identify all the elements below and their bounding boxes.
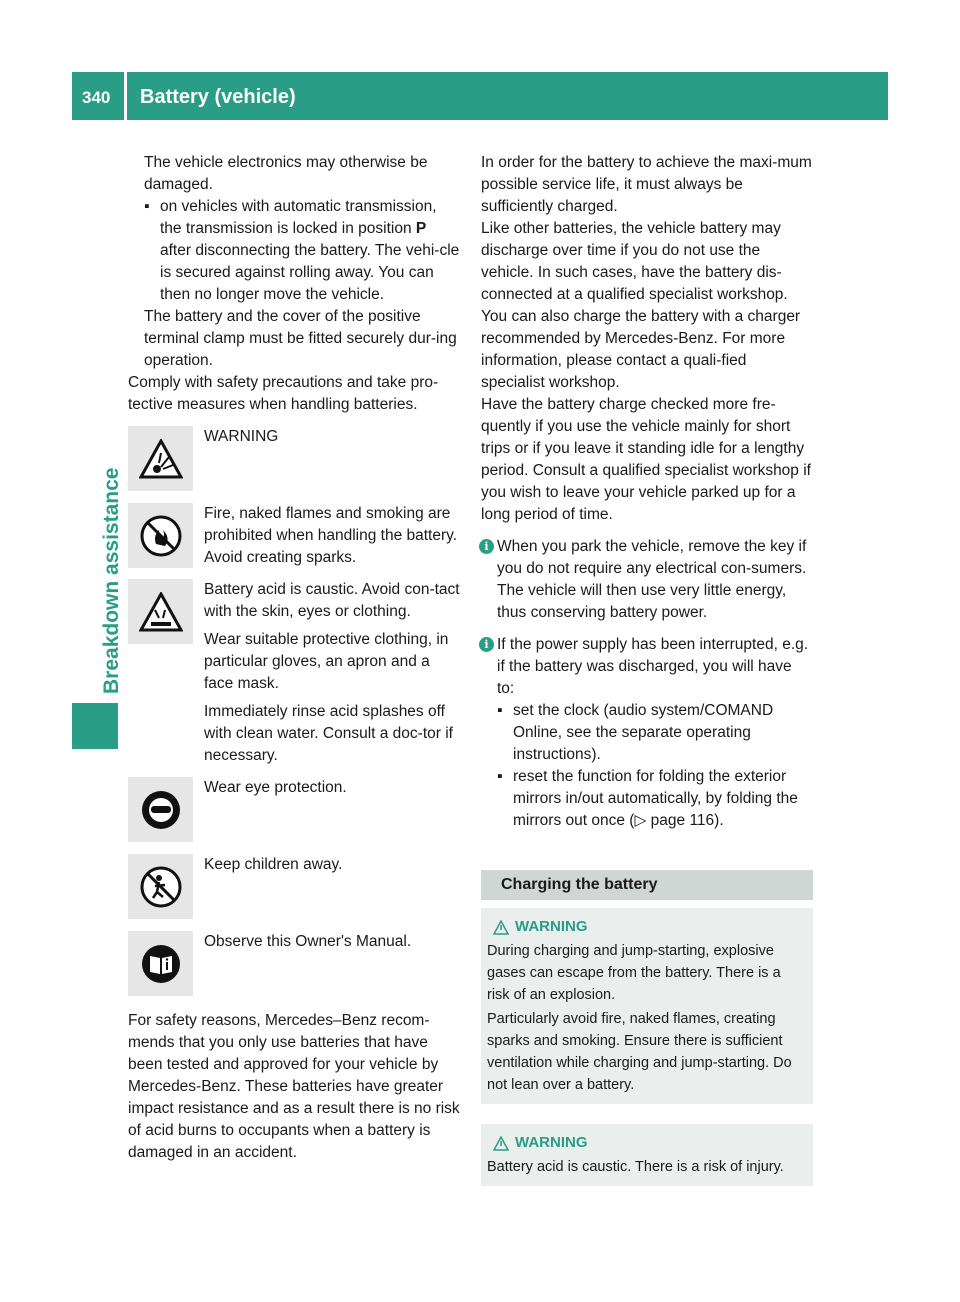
info-icon: i xyxy=(479,539,494,554)
page-title: Battery (vehicle) xyxy=(140,86,296,108)
paragraph: The battery and the cover of the positive terminal clamp must be fitted securely dur-ing operation. xyxy=(144,308,457,369)
warning-box xyxy=(481,908,813,1104)
warning-triangle-icon xyxy=(493,1136,509,1151)
read-manual-icon xyxy=(128,931,193,996)
bullet-icon: ▪ xyxy=(497,768,503,785)
warning-title: WARNING xyxy=(487,1132,805,1154)
warning-text: Battery acid is caustic. Avoid con-tact with the skin, eyes or clothing. Wear suitable protective clothing, in particular gloves, an apron and a face mask. Immediately rinse acid splashes off with clean water. Consult a doc-tor if necessary. xyxy=(204,581,460,764)
warning-text: Fire, naked flames and smoking are prohibited when handling the battery. Avoid creating sparks. xyxy=(204,505,458,566)
paragraph: Like other batteries, the vehicle battery may discharge over time if you do not use the vehicle. In such cases, have the battery dis-connected at a qualified specialist workshop. You can also charge the battery with a charger recommended by Mercedes-Benz. For more information, please contact a quali-fied specialist workshop. xyxy=(481,220,801,391)
info-note: i If the power supply has been interrupted, e.g. if the battery was discharged, you will have to: xyxy=(481,634,813,700)
keep-children-away-icon xyxy=(128,854,193,919)
warning-row xyxy=(128,426,460,491)
bullet-icon: ▪ xyxy=(144,198,150,215)
warning-row xyxy=(128,854,460,919)
warning-text: During charging and jump-starting, explosive gases can escape from the battery. There is a risk of an explosion. xyxy=(487,943,781,1003)
paragraph: Have the battery charge checked more fre-quently if you use the vehicle mainly for short trips or if you leave it standing idle for a lengthy period. Consult a qualified specialist workshop if you wish to leave your vehicle parked up for a long period of time. xyxy=(481,396,811,523)
header-divider xyxy=(124,72,127,120)
info-icon: i xyxy=(479,637,494,652)
paragraph: In order for the battery to achieve the maxi-mum possible service life, it must always be sufficiently charged. xyxy=(481,154,812,215)
bullet-item: ▪ set the clock (audio system/COMAND Online, see the separate operating instructions). xyxy=(497,702,774,763)
warning-text: Particularly avoid fire, naked flames, creating sparks and smoking. Ensure there is sufficient ventilation while charging and jump-starting. Do not lean over a battery. xyxy=(487,1011,792,1093)
paragraph: For safety reasons, Mercedes–Benz recom-mends that you only use batteries that have been tested and approved for your vehicle by Mercedes-Benz. These batteries have greater impact resistance and as a result there is no risk of acid burns to occupants when a battery is damaged in an accident. xyxy=(128,1012,460,1161)
warning-text: Keep children away. xyxy=(204,856,343,873)
corrosive-warning-icon xyxy=(128,579,193,644)
no-fire-icon xyxy=(128,503,193,568)
warning-title: WARNING xyxy=(487,916,805,938)
paragraph: Comply with safety precautions and take pro-tective measures when handling batteries. xyxy=(128,374,439,413)
info-note: i When you park the vehicle, remove the key if you do not require any electrical con-sumers. The vehicle will then use very little energy, thus conserving battery power. xyxy=(481,536,813,624)
page-number: 340 xyxy=(82,88,111,107)
warning-text: WARNING xyxy=(204,428,279,445)
warning-box xyxy=(481,1124,813,1186)
warning-row xyxy=(128,777,460,842)
section-heading: Charging the battery xyxy=(481,870,813,900)
warning-text: Observe this Owner's Manual. xyxy=(204,933,412,950)
eye-protection-icon xyxy=(128,777,193,842)
bullet-item: ▪ on vehicles with automatic transmission, the transmission is locked in position P after disconnecting the battery. The vehi-cle is secured against rolling away. You can then no longer move the vehicle. xyxy=(144,198,460,303)
explosion-warning-icon xyxy=(128,426,193,491)
warning-row xyxy=(128,931,460,996)
warning-triangle-icon xyxy=(493,920,509,935)
section-tab-marker xyxy=(72,703,118,749)
warning-text: Wear eye protection. xyxy=(204,779,347,796)
paragraph: The vehicle electronics may otherwise be damaged. xyxy=(144,154,428,193)
bullet-item: ▪ reset the function for folding the exterior mirrors in/out automatically, by folding the mirrors out once (▷ page 116). xyxy=(497,768,798,829)
right-column xyxy=(481,152,813,1186)
left-column xyxy=(128,152,460,1164)
warning-row xyxy=(128,503,460,569)
section-tab-label: Breakdown assistance xyxy=(100,467,123,694)
bullet-icon: ▪ xyxy=(497,702,503,719)
warning-row xyxy=(128,579,460,767)
warning-text: Battery acid is caustic. There is a risk of injury. xyxy=(487,1159,784,1175)
